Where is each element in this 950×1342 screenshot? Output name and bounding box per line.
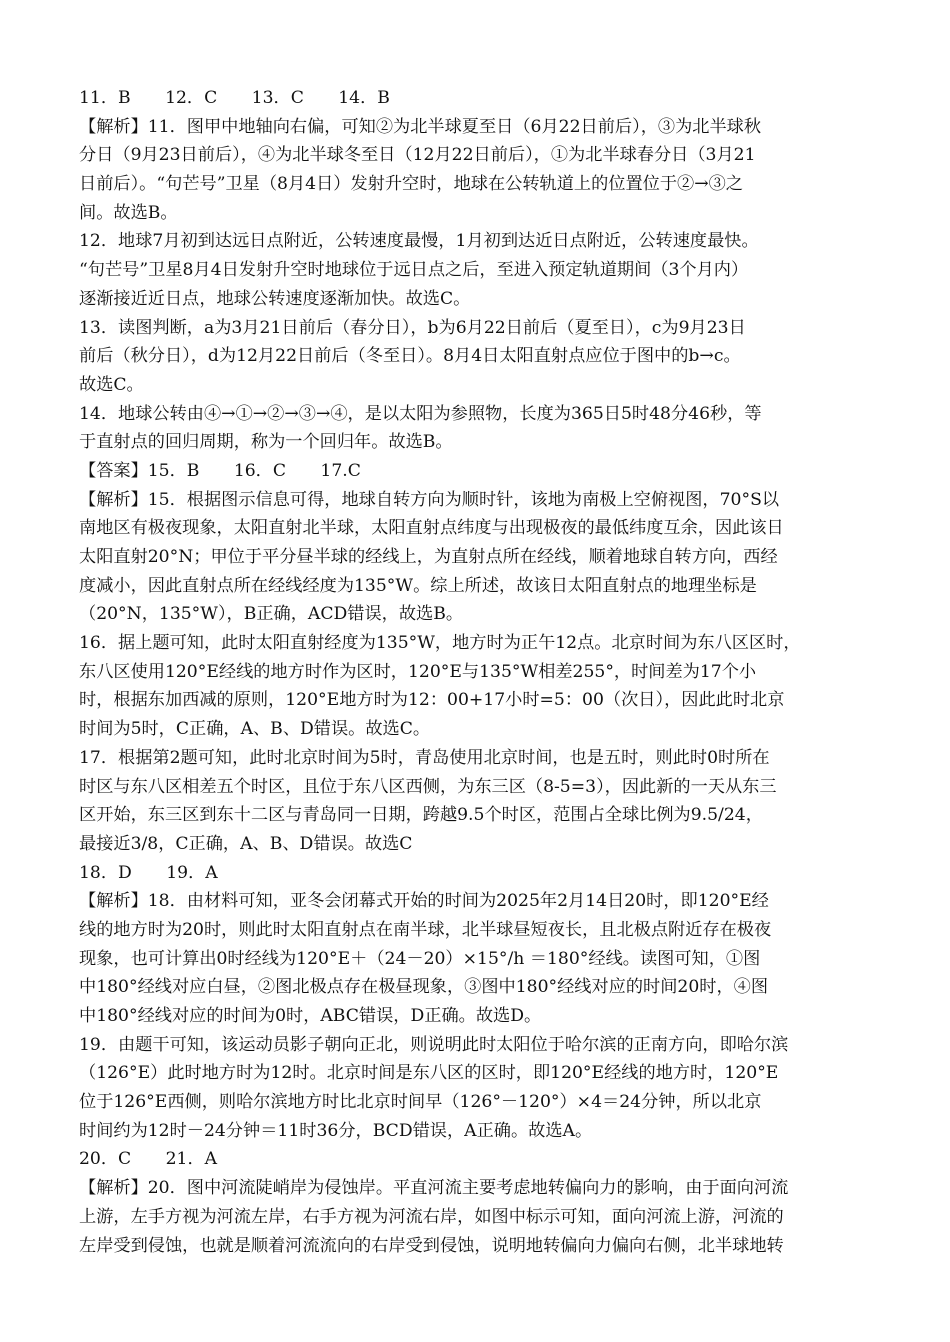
text-line: 中180°经线对应的时间为0时，ABC错误，D正确。故选D。 — [79, 1006, 542, 1026]
text-line: 【解析】11．图甲中地轴向右偏，可知②为北半球夏至日（6月22日前后），③为北半球秋 — [79, 116, 762, 137]
text-line: 【解析】20．图中河流陡峭岸为侵蚀岸。平直河流主要考虑地转偏向力的影响，由于面向河流 — [79, 1178, 789, 1199]
text-line: 左岸受到侵蚀，也就是顺着河流流向的右岸受到侵蚀，说明地转偏向力偏向右侧，北半球地转 — [79, 1235, 784, 1256]
text-line: 东八区使用120°E经线的地方时作为区时，120°E与135°W相差255°，时间差为17个小 — [79, 661, 757, 682]
text-line: 逐渐接近近日点，地球公转速度逐渐加快。故选C。 — [79, 288, 471, 309]
text-line: 【答案】15．B 16．C 17.C — [79, 460, 361, 481]
text-line: 【解析】15．根据图示信息可得，地球自转方向为顺时针，该地为南极上空俯视图，70°S以 — [79, 489, 780, 510]
text-line: 13．读图判断，a为3月21日前后（春分日），b为6月22日前后（夏至日），c为9月23日 — [79, 317, 746, 338]
text-line: 【解析】18．由材料可知，亚冬会闭幕式开始的时间为2025年2月14日20时，即120°E经 — [79, 891, 769, 912]
text-line: 故选C。 — [79, 374, 144, 395]
text-line: 南地区有极夜现象，太阳直射北半球，太阳直射点纬度与出现极夜的最低纬度互余，因此该日 — [79, 518, 784, 539]
text-line: 现象，也可计算出0时经线为120°E＋（24－20）×15°/h ＝180°经线。读图可知，①图 — [79, 948, 761, 969]
text-line: 18．D 19．A — [79, 862, 218, 883]
text-line: 太阳直射20°N；甲位于平分昼半球的经线上，为直射点所在经线，顺着地球自转方向，西经 — [79, 547, 778, 567]
text-line: 中180°经线对应白昼，②图北极点存在极昼现象，③图中180°经线对应的时间20时，④图 — [79, 977, 769, 998]
text-line: 度减小，因此直射点所在经线经度为135°W。综上所述，故该日太阳直射点的地理坐标是 — [79, 575, 757, 596]
text-line: 位于126°E西侧，则哈尔滨地方时比北京时间早（126°－120°）×4＝24分钟，所以北京 — [79, 1092, 762, 1113]
text-line: 区开始，东三区到东十二区与青岛同一日期，跨越9.5个时区，范围占全球比例为9.5/24， — [79, 805, 763, 826]
text-line: “句芒号”卫星8月4日发射升空时地球位于远日点之后，至进入预定轨道期间（3个月内） — [79, 260, 749, 281]
text-line: 时间约为12时－24分钟＝11时36分，BCD错误，A正确。故选A。 — [79, 1120, 593, 1141]
text-line: （20°N，135°W），B正确，ACD错误，故选B。 — [79, 604, 464, 625]
text-line: 19．由题干可知，该运动员影子朝向正北，则说明此时太阳位于哈尔滨的正南方向，即哈尔滨 — [79, 1034, 789, 1055]
text-line: 时间为5时，C正确，A、B、D错误。故选C。 — [79, 719, 431, 740]
text-line: 14．地球公转由④→①→②→③→④，是以太阳为参照物，长度为365日5时48分46秒，等 — [79, 403, 762, 424]
text-line: 上游，左手方视为河流左岸，右手方视为河流右岸，如图中标示可知，面向河流上游，河流的 — [79, 1206, 784, 1227]
text-line: 于直射点的回归周期，称为一个回归年。故选B。 — [79, 432, 453, 453]
text-line: 11．B 12．C 13．C 14．B — [79, 88, 390, 108]
answer-explanation-text — [79, 84, 879, 1260]
text-line: 12．地球7月初到达远日点附近，公转速度最慢，1月初到达近日点附近，公转速度最快。 — [79, 231, 759, 252]
text-line: 17．根据第2题可知，此时北京时间为5时，青岛使用北京时间，也是五时，则此时0时所在 — [79, 747, 770, 768]
text-line: 前后（秋分日），d为12月22日前后（冬至日）。8月4日太阳直射点应位于图中的b→c。 — [79, 346, 741, 367]
text-line: 线的地方时为20时，则此时太阳直射点在南半球，北半球昼短夜长，且北极点附近存在极夜 — [79, 919, 772, 940]
text-line: 日前后）。“句芒号”卫星（8月4日）发射升空时，地球在公转轨道上的位置位于②→③之 — [79, 174, 743, 195]
text-line: 20．C 21．A — [79, 1149, 218, 1170]
text-line: 间。故选B。 — [79, 202, 178, 223]
text-line: 时，根据东加西减的原则，120°E地方时为12：00+17小时=5：00（次日），因此此时北京 — [79, 690, 785, 711]
text-line: （126°E）此时地方时为12时。北京时间是东八区的区时，即120°E经线的地方时，120°E — [79, 1063, 779, 1084]
text-line: 最接近3/8，C正确，A、B、D错误。故选C — [79, 833, 413, 854]
text-line: 16．据上题可知，此时太阳直射经度为135°W，地方时为正午12点。北京时间为东八区区时， — [79, 633, 801, 654]
text-line: 时区与东八区相差五个时区，且位于东八区西侧，为东三区（8-5=3），因此新的一天从东三 — [79, 776, 777, 797]
text-line: 分日（9月23日前后），④为北半球冬至日（12月22日前后），①为北半球春分日（3月21 — [79, 145, 756, 166]
